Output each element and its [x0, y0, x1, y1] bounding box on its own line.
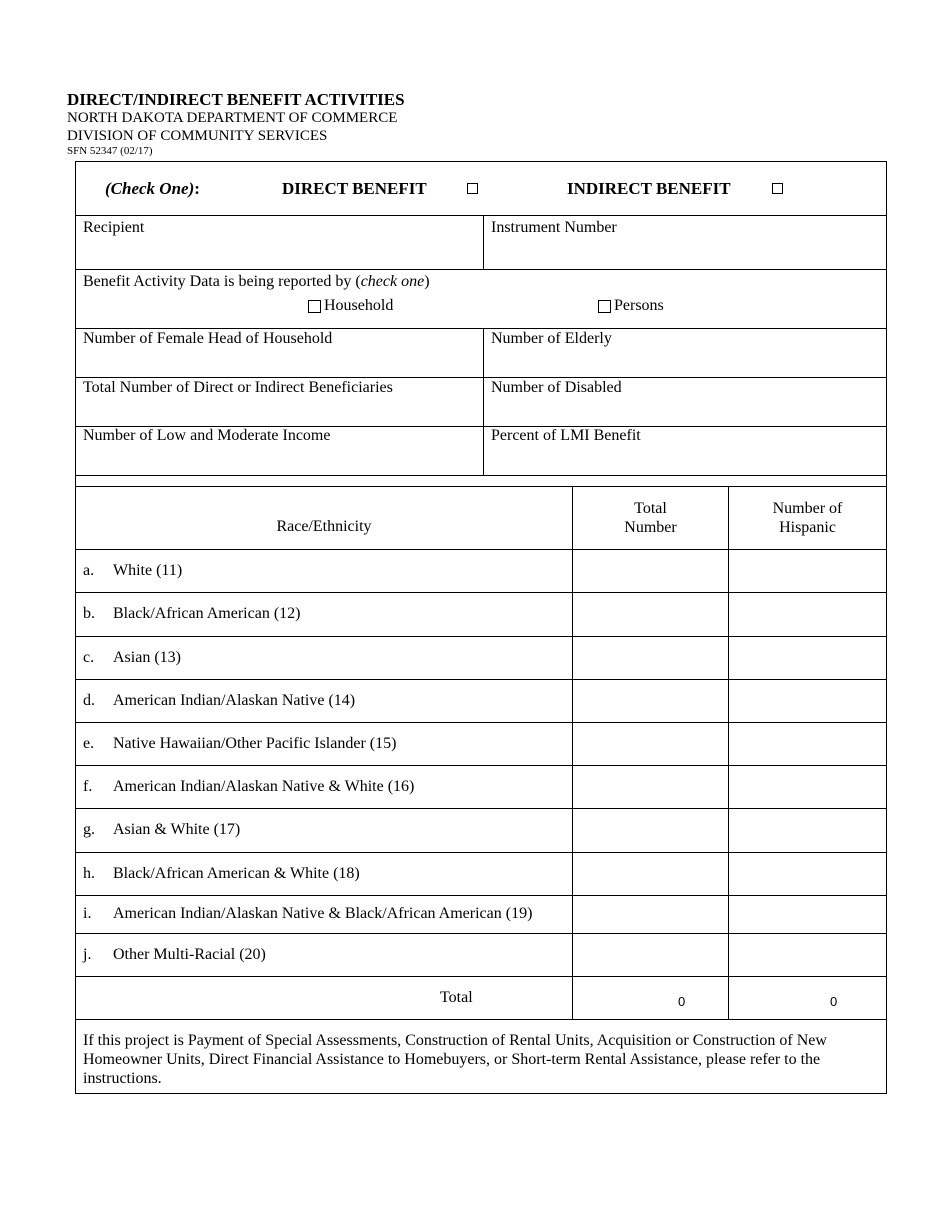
race-row-total-input[interactable]	[574, 767, 726, 806]
divider	[76, 722, 886, 723]
race-row-total-input[interactable]	[574, 724, 726, 763]
total-number-header: Total Number	[624, 500, 677, 536]
recipient-input[interactable]	[78, 240, 480, 268]
race-row-label: Black/African American & White (18)	[113, 865, 360, 882]
elderly-input[interactable]	[486, 350, 884, 376]
divider	[76, 895, 886, 896]
instrument-number-input[interactable]	[486, 240, 884, 268]
indirect-benefit-checkbox[interactable]	[772, 183, 783, 194]
race-row-hispanic-input[interactable]	[730, 551, 884, 590]
divider	[76, 808, 886, 809]
race-row-hispanic-input[interactable]	[730, 767, 884, 806]
race-row-label: American Indian/Alaskan Native (14)	[113, 692, 356, 709]
divider	[76, 636, 886, 637]
race-row-hispanic-input[interactable]	[730, 935, 884, 974]
race-row-hispanic-input[interactable]	[730, 681, 884, 720]
race-row-label: American Indian/Alaskan Native & White (16)	[113, 778, 415, 795]
divider	[76, 486, 886, 487]
divider	[76, 765, 886, 766]
divider	[483, 328, 484, 475]
race-row-letter: e.	[83, 735, 95, 752]
divider	[76, 549, 886, 550]
divider	[572, 486, 573, 1019]
check-one-label: (Check One):	[105, 179, 200, 198]
low-moderate-income-input[interactable]	[78, 447, 480, 473]
divider	[76, 215, 886, 216]
divider	[76, 592, 886, 593]
race-row-total-input[interactable]	[574, 638, 726, 677]
race-row-letter: g.	[83, 821, 95, 838]
race-row-letter: h.	[83, 865, 95, 882]
instrument-number-label: Instrument Number	[491, 219, 617, 236]
low-moderate-income-label: Number of Low and Moderate Income	[83, 427, 331, 444]
form-title: DIRECT/INDIRECT BENEFIT ACTIVITIES	[67, 90, 405, 109]
race-row-hispanic-input[interactable]	[730, 854, 884, 893]
total-beneficiaries-input[interactable]	[78, 399, 480, 425]
race-row-letter: j.	[83, 946, 92, 963]
household-checkbox[interactable]	[308, 300, 321, 313]
persons-label: Persons	[614, 297, 664, 314]
elderly-label: Number of Elderly	[491, 330, 612, 347]
lmi-percent-input[interactable]	[486, 447, 884, 473]
department-name: NORTH DAKOTA DEPARTMENT OF COMMERCE	[67, 110, 398, 126]
race-row-hispanic-input[interactable]	[730, 594, 884, 634]
race-row-total-input[interactable]	[574, 935, 726, 974]
reported-by-label: Benefit Activity Data is being reported by (check one)	[83, 273, 430, 290]
race-row-label: Asian & White (17)	[113, 821, 241, 838]
female-head-input[interactable]	[78, 350, 480, 376]
race-row-label: American Indian/Alaskan Native & Black/African American (19)	[113, 905, 533, 922]
race-row-label: Asian (13)	[113, 649, 181, 666]
race-ethnicity-header: Race/Ethnicity	[276, 518, 372, 535]
total-beneficiaries-label: Total Number of Direct or Indirect Beneficiaries	[83, 379, 393, 396]
race-row-letter: d.	[83, 692, 95, 709]
race-row-total-input[interactable]	[574, 810, 726, 850]
divider	[76, 269, 886, 270]
lmi-percent-label: Percent of LMI Benefit	[491, 427, 641, 444]
divider	[76, 377, 886, 378]
race-row-letter: b.	[83, 605, 95, 622]
race-row-label: White (11)	[113, 562, 183, 579]
household-label: Household	[324, 297, 394, 314]
total-number-value: 0	[678, 994, 686, 1009]
race-row-hispanic-input[interactable]	[730, 897, 884, 931]
divider	[483, 215, 484, 269]
race-row-letter: a.	[83, 562, 95, 579]
total-hispanic-value: 0	[830, 994, 838, 1009]
race-row-label: Other Multi-Racial (20)	[113, 946, 266, 963]
race-row-total-input[interactable]	[574, 551, 726, 590]
race-row-hispanic-input[interactable]	[730, 724, 884, 763]
divider	[76, 852, 886, 853]
race-row-total-input[interactable]	[574, 854, 726, 893]
form-header	[67, 91, 405, 157]
race-row-total-input[interactable]	[574, 897, 726, 931]
race-row-label: Black/African American (12)	[113, 605, 301, 622]
division-name: DIVISION OF COMMUNITY SERVICES	[67, 128, 328, 144]
divider	[76, 976, 886, 977]
indirect-benefit-label: INDIRECT BENEFIT	[567, 179, 731, 198]
disabled-input[interactable]	[486, 399, 884, 425]
race-row-total-input[interactable]	[574, 681, 726, 720]
female-head-label: Number of Female Head of Household	[83, 330, 333, 347]
divider	[76, 328, 886, 329]
divider	[728, 486, 729, 1019]
divider	[76, 679, 886, 680]
race-row-label: Native Hawaiian/Other Pacific Islander (15)	[113, 735, 397, 752]
total-label: Total	[440, 989, 473, 1006]
race-row-letter: c.	[83, 649, 95, 666]
divider	[76, 475, 886, 476]
race-row-letter: f.	[83, 778, 93, 795]
form-number: SFN 52347 (02/17)	[67, 145, 153, 157]
persons-checkbox[interactable]	[598, 300, 611, 313]
divider	[76, 933, 886, 934]
hispanic-header: Number of Hispanic	[772, 500, 843, 536]
disabled-label: Number of Disabled	[491, 379, 622, 396]
recipient-label: Recipient	[83, 219, 145, 236]
footer-note: If this project is Payment of Special Assessments, Construction of Rental Units, Acquisition or Construction of New Homeowner Units, Direct Financial Assistance to Homebuyers, or Short-term Rental Assistance, please refer to the instructions.	[83, 1032, 827, 1087]
form-frame	[75, 161, 887, 1094]
race-row-hispanic-input[interactable]	[730, 638, 884, 677]
direct-benefit-checkbox[interactable]	[467, 183, 478, 194]
race-row-hispanic-input[interactable]	[730, 810, 884, 850]
race-row-total-input[interactable]	[574, 594, 726, 634]
race-row-letter: i.	[83, 905, 92, 922]
divider	[76, 1019, 886, 1020]
direct-benefit-label: DIRECT BENEFIT	[282, 179, 427, 198]
